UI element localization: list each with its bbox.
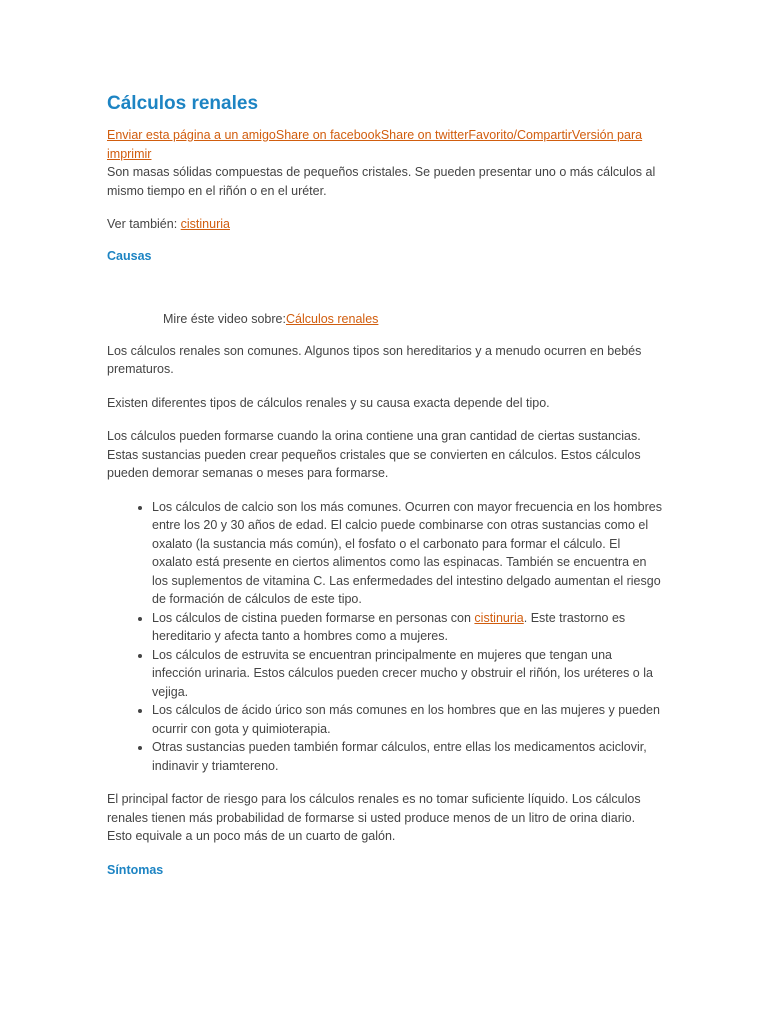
see-also-link[interactable]: cistinuria xyxy=(180,217,230,231)
print-version-link[interactable]: Versión para imprimir xyxy=(107,128,643,161)
video-link[interactable]: Cálculos renales xyxy=(285,312,379,326)
list-item: • Los cálculos de calcio son los más comunes. Ocurren con mayor frecuencia en los hombres entre los 20 y 30 años de edad. El calcio puede combinarse con otras sustancias como el oxalato (la sustancia más común), el fosfato o el carbonato para formar el cálculo. El oxalato está presente en ciertos alimentos como las espinacas. También se encuentra en los suplementos de vitamina C. Las enfermedades del intestino delgado aumentan el riesgo de formación de cálculos de este tipo. xyxy=(152,498,663,609)
paragraph: Existen diferentes tipos de cálculos renales y su causa exacta depende del tipo. xyxy=(107,395,550,410)
share-facebook-link[interactable]: Share on facebook xyxy=(275,128,381,142)
risk-paragraph: El principal factor de riesgo para los cálculos renales es no tomar suficiente líquido. Los cálculos renales tienen más probabilidad de formarse si usted produce menos de un litro de orina diario. Esto equivale a un poco más de un cuarto de galón. xyxy=(107,792,641,843)
share-twitter-link[interactable]: Share on twitter xyxy=(380,128,469,142)
see-also xyxy=(107,215,663,234)
list-item: • Los cálculos de estruvita se encuentran principalmente en mujeres que tengan una infección urinaria. Estos cálculos pueden crecer mucho y obstruir el riñón, los uréteres o la vejiga. xyxy=(152,646,663,702)
share-links xyxy=(107,126,663,163)
favorite-share-link[interactable]: Favorito/Compartir xyxy=(468,128,572,142)
stone-types-list xyxy=(107,498,663,776)
video-label: Mire éste video sobre: xyxy=(163,312,286,326)
cistinuria-link[interactable]: cistinuria xyxy=(474,610,524,625)
list-item-text: Los cálculos de cistina pueden formarse en personas con xyxy=(152,610,475,625)
see-also-label: Ver también: xyxy=(107,217,181,231)
list-item-text: . Este trastorno es hereditario y afecta tanto a hombres como a mujeres. xyxy=(152,610,626,643)
paragraph: Los cálculos renales son comunes. Algunos tipos son hereditarios y a menudo ocurren en bebés prematuros. xyxy=(107,343,642,376)
symptoms-heading: Síntomas xyxy=(107,862,164,877)
intro-paragraph: Son masas sólidas compuestas de pequeños cristales. Se pueden presentar uno o más cálculos al mismo tiempo en el riñón o en el uréter. xyxy=(107,165,656,198)
list-item: • Los cálculos de ácido úrico son más comunes en los hombres que en las mujeres y pueden ocurrir con gota y quimioterapia. xyxy=(152,701,663,738)
list-item xyxy=(152,609,663,646)
article xyxy=(107,92,663,879)
paragraph: Los cálculos pueden formarse cuando la orina contiene una gran cantidad de ciertas sustancias. Estas sustancias pueden crear pequeños cristales que se convierten en cálculos. Estos cálculos pueden demorar semanas o meses para formarse. xyxy=(107,429,641,480)
causes-heading: Causas xyxy=(107,248,152,263)
video-line xyxy=(107,310,663,329)
send-to-friend-link[interactable]: Enviar esta página a un amigo xyxy=(107,128,276,142)
page-title: Cálculos renales xyxy=(107,93,259,114)
list-item: • Otras sustancias pueden también formar cálculos, entre ellas los medicamentos aciclovir, indinavir y triamtereno. xyxy=(152,738,663,775)
